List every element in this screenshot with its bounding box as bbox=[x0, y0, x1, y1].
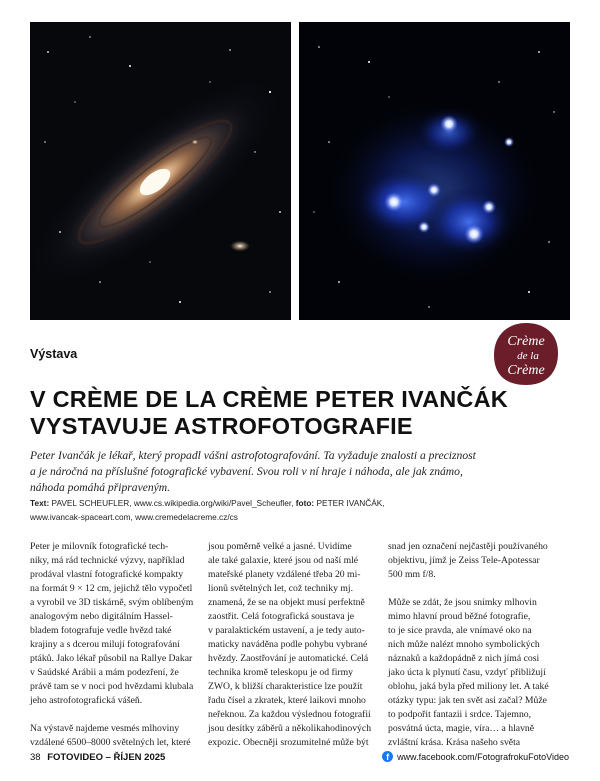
credits-photo-label: foto: bbox=[295, 498, 315, 508]
text-line: ZWO, k bližší charakteristice lze použít bbox=[208, 681, 363, 692]
lead-line1: Peter Ivančák je lékař, který propadl vášni astrofotografování. Ta vyžaduje znalosti a preciznost bbox=[30, 449, 476, 462]
text-line: znamená, že se na objekt musí perfektně bbox=[208, 597, 365, 608]
text-line: maticky naváděna podle pohybu vybrané bbox=[208, 639, 368, 650]
section-label: Výstava bbox=[30, 347, 78, 361]
col3-paragraph-1 bbox=[388, 540, 560, 582]
text-line: Peter je milovník fotografické tech- bbox=[30, 541, 169, 552]
creme-de-la-creme-logo bbox=[492, 321, 560, 387]
text-line: snad jen označení nejčastěji používaného bbox=[388, 541, 548, 552]
headline-line2: VYSTAVUJE ASTROFOTOGRAFIE bbox=[30, 413, 413, 439]
text-line: zvláštní krása. Krása našeho světa bbox=[388, 737, 521, 748]
text-line: na formát 9 × 12 cm, jejichž tělo vypočetl bbox=[30, 583, 193, 594]
text-line: bladem fotografuje vedle hvězd také bbox=[30, 625, 172, 636]
text-line: Na výstavě najdeme vesmés mlhoviny bbox=[30, 723, 180, 734]
article-headline bbox=[30, 386, 575, 440]
text-line: oblohu, jaká byla před miliony let. A také bbox=[388, 681, 549, 692]
text-line: jsou desítky záběrů a několikahodinových bbox=[208, 723, 372, 734]
lead-line3: náhoda pomáhá připraveným. bbox=[30, 481, 171, 494]
body-column-2 bbox=[208, 540, 380, 764]
text-line: mimo hlavní proud běžné fotografie, bbox=[388, 611, 531, 622]
text-line: to podpořit fantazii i srdce. Tajemno, bbox=[388, 709, 532, 720]
credits-text-value: PAVEL SCHEUFLER, www.cs.wikipedia.org/wiki/Pavel_Scheufler, bbox=[49, 498, 296, 508]
text-line: 500 mm f/8. bbox=[388, 569, 436, 580]
body-column-3 bbox=[388, 540, 560, 764]
text-line: technika kromě teleskopu je od firmy bbox=[208, 667, 354, 678]
text-line: mateřské planety vzdálené třeba 20 mi- bbox=[208, 569, 361, 580]
text-line: řadu čísel a zkratek, které laikovi mnoho bbox=[208, 695, 366, 706]
text-line: neřeknou. Za každou výslednou fotografií bbox=[208, 709, 371, 720]
text-line: lionů světelných let, což techniky mj. bbox=[208, 583, 354, 594]
credits-photo-value: PETER IVANČÁK, bbox=[314, 498, 385, 508]
text-line: posvátná úcta, magie, víra… a hlavně bbox=[388, 723, 535, 734]
text-line: Může se zdát, že jsou snímky mlhovin bbox=[388, 597, 537, 608]
facebook-link[interactable]: www.facebook.com/FotografrokuFotoVideo bbox=[397, 751, 569, 762]
text-line: niky, má rád technické výzvy, například bbox=[30, 555, 185, 566]
text-line: jako úcta k plynutí času, vzdyť přibližují bbox=[388, 667, 546, 678]
headline-line1: V CRÈME DE LA CRÈME PETER IVANČÁK bbox=[30, 386, 508, 412]
text-line: otázky typu: jak ten svět asi začal? Může bbox=[388, 695, 547, 706]
article-lead bbox=[30, 448, 550, 496]
text-line: náznaků a každopádně z nich jímá cosi bbox=[388, 653, 540, 664]
text-line: vzdálené 6500–8000 světelných let, které bbox=[30, 737, 191, 748]
text-line: objektivu, jímž je Zeiss Tele-Apotessar bbox=[388, 555, 540, 566]
col3-paragraph-2 bbox=[388, 596, 560, 750]
text-line: zaostřit. Celá fotografická soustava je bbox=[208, 611, 355, 622]
page-footer-social bbox=[382, 751, 569, 762]
page-number: 38 bbox=[30, 752, 41, 763]
text-line: jeho astrofotografická vášeň. bbox=[30, 695, 143, 706]
pleiades-cluster-photo bbox=[299, 22, 570, 320]
text-line: a vyrobil ve 3D tiskárně, svým oblíbeným bbox=[30, 597, 194, 608]
article-credits bbox=[30, 496, 570, 524]
text-line: krajiny a s dcerou milují fotografování bbox=[30, 639, 180, 650]
lead-line2: a je náročná na příslušné fotografické vybavení. Svou roli v ní hraje i náhoda, ale jak známo, bbox=[30, 465, 463, 478]
logo-line2: de la bbox=[517, 350, 539, 362]
credits-text-label: Text: bbox=[30, 498, 50, 508]
col2-paragraph-1 bbox=[208, 540, 380, 750]
facebook-icon: f bbox=[382, 751, 393, 762]
text-line: právě tam se v noci pod hvězdami klubala bbox=[30, 681, 194, 692]
text-line: ale také galaxie, které jsou od naší mlé bbox=[208, 555, 359, 566]
text-line: to je sice pravda, ale vnímavé oko na bbox=[388, 625, 532, 636]
text-line: ptáků. Jako lékař působil na Rallye Dakar bbox=[30, 653, 193, 664]
text-line: analogovým nebo digitálním Hassel- bbox=[30, 611, 173, 622]
page-footer-issue bbox=[30, 752, 165, 763]
credits-links: www.ivancak-spaceart.com, www.cremedelacreme.cz/cs bbox=[30, 512, 238, 522]
text-line: v Saúdské Arábii a mám podezření, že bbox=[30, 667, 179, 678]
col1-paragraph-2 bbox=[30, 722, 202, 750]
issue-label: FOTOVIDEO – ŘÍJEN 2025 bbox=[47, 752, 166, 763]
text-line: v paralaktickém ustavení, a je tedy auto- bbox=[208, 625, 365, 636]
text-line: prodával vlastní fotografické kompakty bbox=[30, 569, 184, 580]
logo-line3: Crème bbox=[507, 363, 545, 378]
text-line: expozic. Obecněji srozumitelné může být bbox=[208, 737, 369, 748]
col1-paragraph-1 bbox=[30, 540, 202, 708]
andromeda-galaxy-photo bbox=[30, 22, 291, 320]
body-column-1 bbox=[30, 540, 202, 764]
logo-line1: Crème bbox=[507, 334, 545, 349]
text-line: nich může nalézt mnoho symbolických bbox=[388, 639, 540, 650]
text-line: hvězdy. Zaostřování je automatické. Celá bbox=[208, 653, 369, 664]
text-line: jsou poměrně velké a jasné. Uvidíme bbox=[208, 541, 352, 552]
